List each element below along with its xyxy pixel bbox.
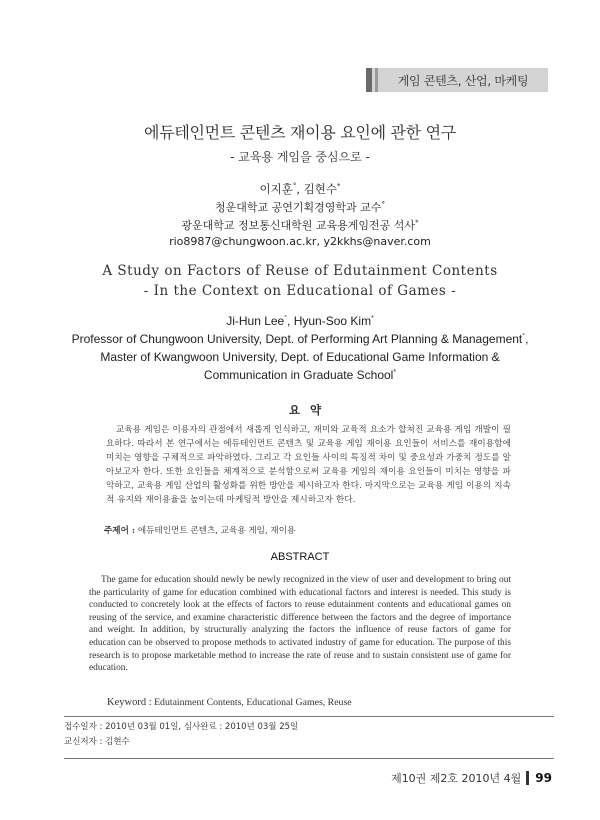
affiliation3-english (0, 368, 600, 382)
korean-keywords-label: 주제어 : (104, 526, 136, 536)
tab-accent-bar (366, 68, 372, 92)
footnote-divider-bottom (64, 758, 554, 759)
author-separator: , (296, 182, 304, 196)
korean-abstract-heading: 요약 (288, 403, 332, 417)
affiliation2-text: 광운대학교 정보통신대학원 교육용게임전공 석사 (181, 219, 416, 232)
corresponding-author: 교신저자 : 김현수 (64, 737, 130, 747)
author2-name-en: Hyun-Soo Kim (293, 314, 372, 328)
author1-mark-en: ° (284, 315, 288, 322)
affiliation1-mark: ° (381, 200, 385, 209)
english-keywords-label: Keyword : (107, 697, 152, 708)
footer-separator-bar (526, 771, 529, 785)
author2-mark-en: * (371, 315, 374, 322)
english-keywords (107, 697, 527, 708)
footnote-divider-top (64, 716, 554, 717)
affiliation1-text: 청운대학교 공연기획경영학과 교수 (215, 201, 382, 214)
paper-title-english-line2: - In the Context on Educational of Games - (143, 283, 457, 299)
authors-english (0, 314, 600, 328)
paper-subtitle-korean: - 교육용 게임을 중심으로 - (230, 150, 370, 164)
affiliation3-en-text: Communication in Graduate School (203, 368, 394, 382)
author-separator-en: , (287, 314, 294, 328)
author1-name: 이지훈 (259, 182, 293, 196)
korean-keywords (104, 524, 524, 536)
affiliation2-english: Master of Kwangwoon University, Dept. of Educational Game Information & (100, 350, 500, 364)
english-abstract-body: The game for education should newly be newly recognized in the view of user and development to bring out the particularity of game for education combined with educational factors and interest is needed. This study is conducted to concretely look at the effects of factors to reuse edutainment contents and educational games on reusing of the service, and examine characteristic difference between the factors and the degree of importance and weight. In addition, by structurally analyzing the factors the influence of reuse factors of game for education can be observed to propose methods to activated industry of game for education. The purpose of this research is to propose marketable method to increase the rate of reuse and to sustain consistent use of game for education. (89, 575, 511, 674)
journal-issue: 제10권 제2호 2010년 4월 (391, 772, 522, 785)
korean-keywords-value: 에듀테인먼트 콘텐츠, 교육용 게임, 재이용 (137, 526, 296, 536)
author1-mark: ° (292, 182, 297, 191)
author1-name-en: Ji-Hun Lee (226, 314, 285, 328)
paper-title-korean: 에듀테인먼트 콘텐츠 재이용 요인에 관한 연구 (144, 123, 456, 142)
paper-title-english-line1: A Study on Factors of Reuse of Edutainment Contents (102, 263, 498, 279)
section-tab-label: 게임 콘텐츠, 산업, 마케팅 (397, 73, 529, 88)
english-abstract-heading: ABSTRACT (270, 551, 330, 563)
affiliation2-mark: * (415, 218, 419, 227)
affiliation3-en-mark: * (393, 369, 397, 376)
page-number: 99 (535, 771, 552, 785)
affiliation1-en-text: Professor of Chungwoon University, Dept. of Performing Art Planning & Management (71, 332, 523, 346)
section-tab (366, 68, 548, 92)
affiliation1-en-mark: ° (522, 333, 526, 340)
affiliation1-english (0, 332, 600, 346)
affiliation2-korean (0, 217, 600, 233)
received-dates: 접수일자 : 2010년 03월 01일, 심사완료 : 2010년 03월 25일 (64, 722, 299, 732)
page-footer (391, 770, 552, 786)
korean-abstract-body: 교육용 게임은 이용자의 관점에서 새롭게 인식하고, 재미와 교육적 요소가 합쳐진 교육용 게임 개발이 필요하다. 따라서 본 연구에서는 에듀테인먼트 콘텐츠 및 교육용 게임 재이용 요인들이 서비스를 재이용함에 미치는 영향을 구체적으로 파악하였다. 그리고 각 요인들 사이의 특징적 차이 및 중요성과 가중치 정도를 알아보고자 한다. 또한 요인들을 체계적으로 분석함으로써 교육용 게임의 재이용 요인들이 미치는 영향을 파악하고, 교육용 게임 산업의 활성화를 위한 방안을 제시하고자 한다. 마지막으로는 교육용 게임 이용의 지속적 유지와 재이용율을 높이는데 마케팅적 방안을 제시하고자 한다. (106, 425, 511, 505)
author2-mark: * (336, 182, 341, 191)
affiliation1-korean (0, 199, 600, 215)
author2-name: 김현수 (303, 182, 337, 196)
authors-korean (0, 181, 600, 197)
affiliation1-en-tail: , (525, 332, 529, 346)
english-keywords-value: Edutainment Contents, Educational Games, Reuse (154, 697, 352, 708)
author-emails: rio8987@chungwoon.ac.kr, y2kkhs@naver.com (169, 235, 431, 248)
